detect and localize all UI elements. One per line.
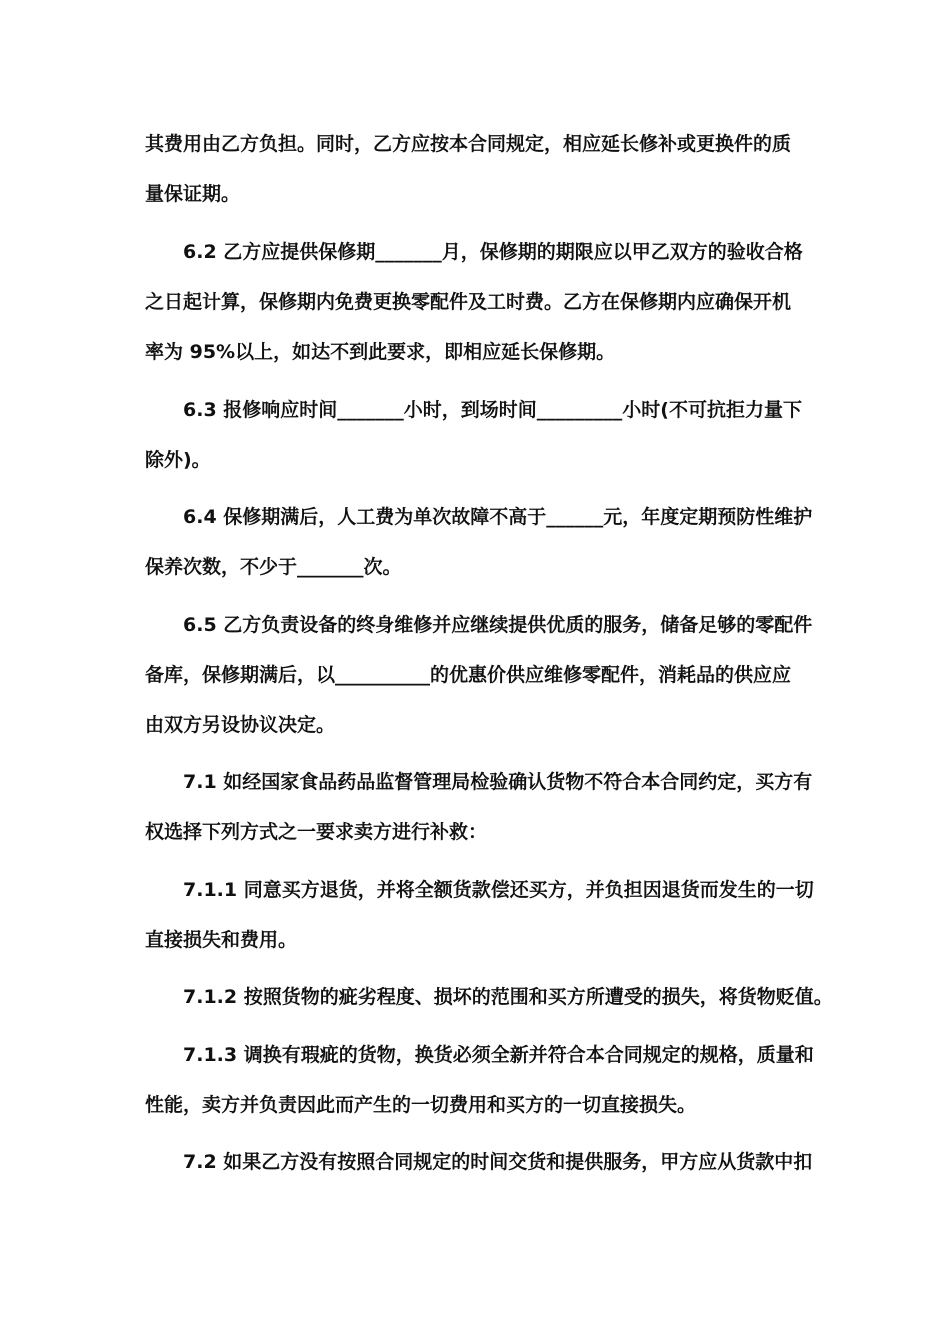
clause-7-1-line-1: 7.1 如经国家食品药品监督管理局检验确认货物不符合本合同约定，买方有 xyxy=(183,771,813,793)
clause-6-4-line-2: 保养次数，不少于_______次。 xyxy=(145,556,402,578)
clause-7-1-3-line-1: 7.1.3 调换有瑕疵的货物，换货必须全新并符合本合同规定的规格，质量和 xyxy=(183,1044,814,1066)
clause-6-5-line-2: 备库，保修期满后，以__________的优惠价供应维修零配件，消耗品的供应应 xyxy=(145,664,792,686)
clause-6-2-line-2: 之日起计算，保修期内免费更换零配件及工时费。乙方在保修期内应确保开机 xyxy=(145,291,792,313)
clause-6-5-line-3: 由双方另设协议决定。 xyxy=(145,714,336,736)
clause-7-1-line-2: 权选择下列方式之一要求卖方进行补救： xyxy=(145,821,488,843)
clause-6-3-line-1: 6.3 报修响应时间_______小时，到场时间_________小时(不可抗拒力量下 xyxy=(183,399,802,421)
clause-7-2-line-1: 7.2 如果乙方没有按照合同规定的时间交货和提供服务，甲方应从货款中扣 xyxy=(183,1151,813,1173)
clause-7-1-1-line-2: 直接损失和费用。 xyxy=(145,929,298,951)
text-line-2: 量保证期。 xyxy=(145,183,241,205)
clause-6-3-line-2: 除外)。 xyxy=(145,449,211,471)
clause-6-4-line-1: 6.4 保修期满后，人工费为单次故障不高于______元，年度定期预防性维护 xyxy=(183,506,813,528)
text-line-1: 其费用由乙方负担。同时，乙方应按本合同规定，相应延长修补或更换件的质 xyxy=(145,133,792,155)
clause-7-1-3-line-2: 性能，卖方并负责因此而产生的一切费用和买方的一切直接损失。 xyxy=(145,1094,697,1116)
clause-6-5-line-1: 6.5 乙方负责设备的终身维修并应继续提供优质的服务，储备足够的零配件 xyxy=(183,614,813,636)
clause-7-1-2-line-1: 7.1.2 按照货物的疵劣程度、损坏的范围和买方所遭受的损失，将货物贬值。 xyxy=(183,986,833,1008)
clause-6-2-line-1: 6.2 乙方应提供保修期_______月，保修期的期限应以甲乙双方的验收合格 xyxy=(183,241,803,263)
clause-6-2-line-3: 率为 95%以上，如达不到此要求，即相应延长保修期。 xyxy=(145,341,616,363)
clause-7-1-1-line-1: 7.1.1 同意买方退货，并将全额货款偿还买方，并负担因退货而发生的一切 xyxy=(183,879,814,901)
